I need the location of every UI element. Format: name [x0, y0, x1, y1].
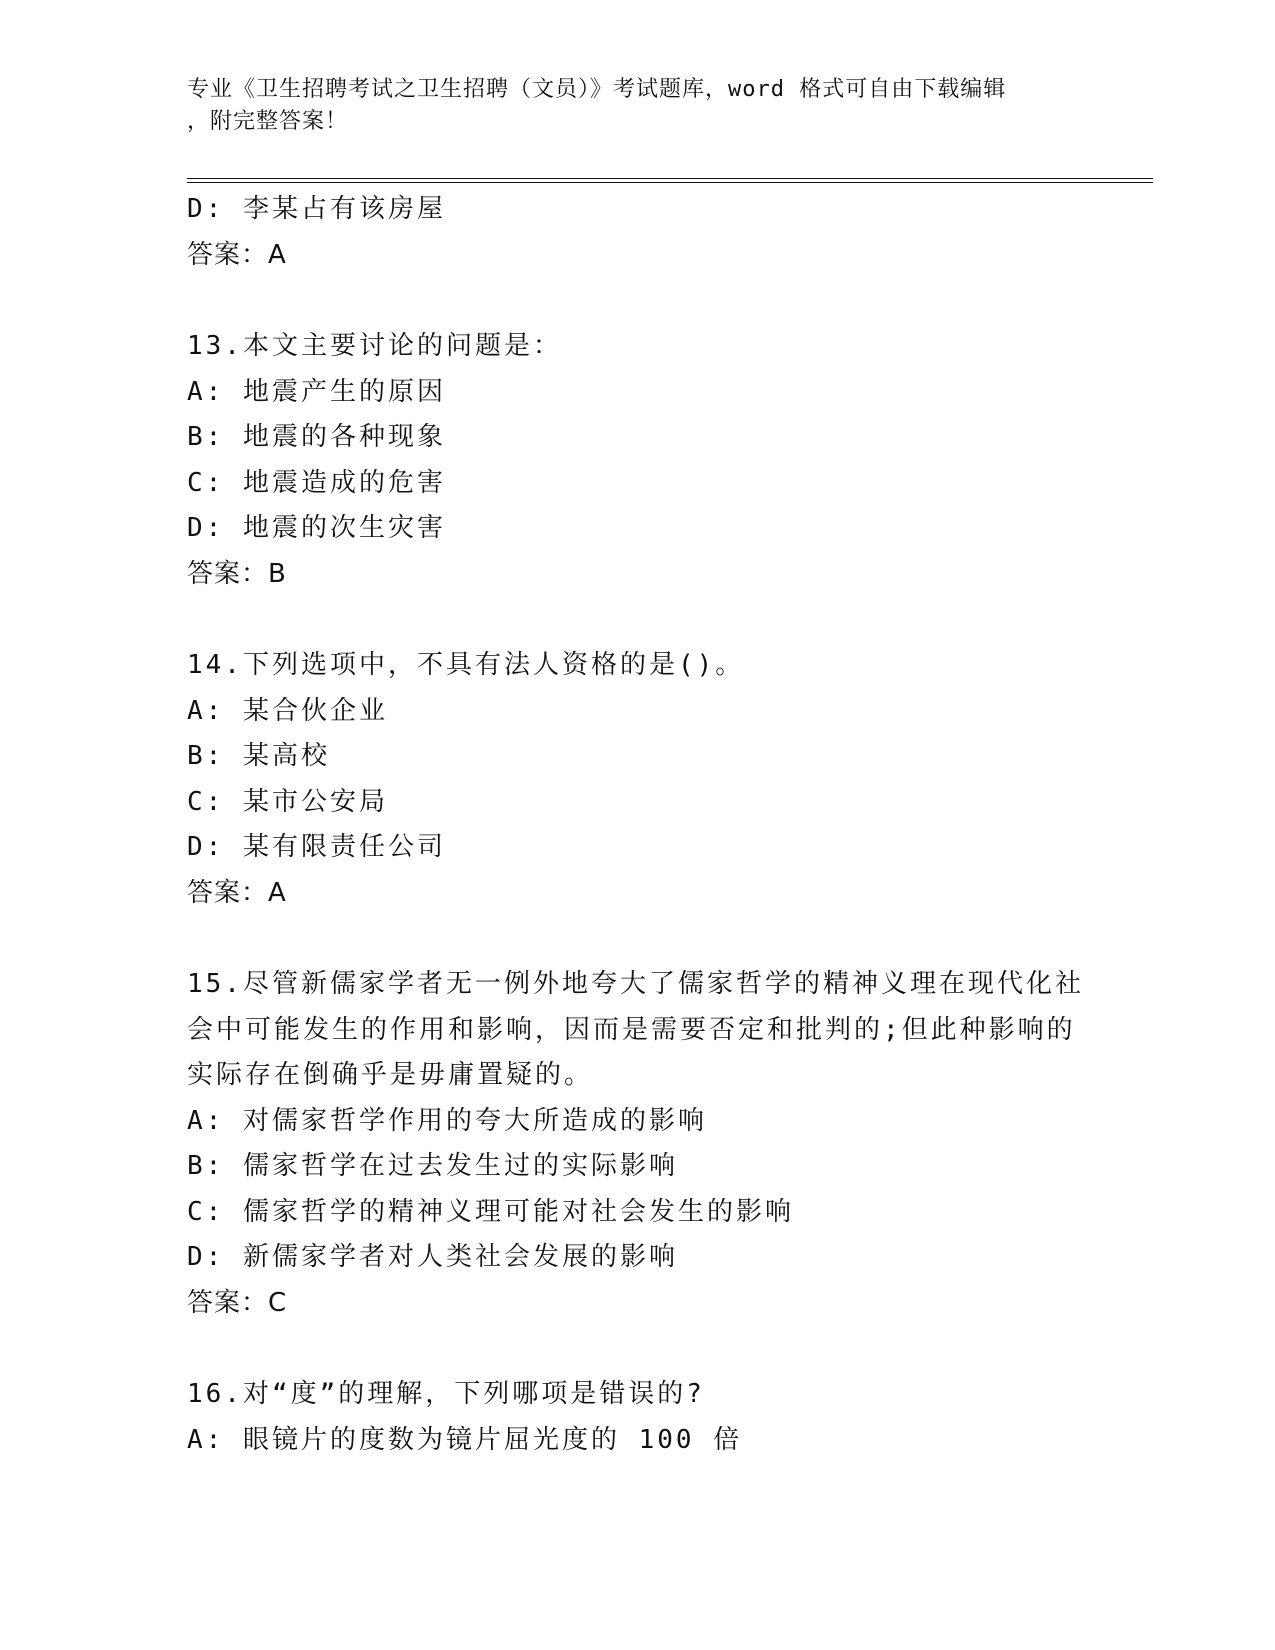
question-15 — [187, 962, 1087, 1326]
header-line-1: 专业《卫生招聘考试之卫生招聘（文员）》考试题库，word 格式可自由下载编辑 — [187, 77, 1007, 102]
question-16 — [187, 1372, 1087, 1463]
option-a: A: 某合伙企业 — [187, 695, 388, 726]
question-stem: 14.下列选项中，不具有法人资格的是()。 — [187, 650, 745, 680]
option-d: D: 某有限责任公司 — [187, 832, 446, 862]
question-stem-line-1: 15.尽管新儒家学者无一例外地夸大了儒家哲学的精神义理在现代化社 — [187, 969, 1084, 999]
answer-line: 答案：A — [187, 877, 287, 908]
answer-line: 答案：A — [187, 239, 287, 270]
option-a: A: 眼镜片的度数为镜片屈光度的 100 倍 — [187, 1424, 743, 1455]
option-b: B: 儒家哲学在过去发生过的实际影响 — [187, 1151, 678, 1181]
option-a: A: 地震产生的原因 — [187, 376, 446, 407]
answer-line: 答案：C — [187, 1287, 288, 1318]
question-stem: 13.本文主要讨论的问题是： — [187, 331, 562, 361]
spacer — [187, 1326, 1087, 1372]
question-13 — [187, 324, 1087, 597]
option-c: C: 地震造成的危害 — [187, 467, 446, 498]
page-header — [187, 74, 1067, 138]
option-b: B: 地震的各种现象 — [187, 422, 446, 452]
question-block-12-tail — [187, 187, 1087, 278]
question-14 — [187, 643, 1087, 916]
option-b: B: 某高校 — [187, 741, 330, 771]
header-line-2: ，附完整答案！ — [187, 109, 349, 134]
answer-line: 答案：B — [187, 558, 287, 589]
spacer — [187, 278, 1087, 324]
question-list — [187, 187, 1087, 1463]
option-c: C: 儒家哲学的精神义理可能对社会发生的影响 — [187, 1196, 794, 1227]
option-d: D: 李某占有该房屋 — [187, 194, 446, 224]
question-stem-line-3: 实际存在倒确乎是毋庸置疑的。 — [187, 1060, 594, 1090]
header-divider-bottom — [187, 182, 1153, 183]
option-d: D: 地震的次生灾害 — [187, 513, 446, 543]
header-divider-top — [187, 178, 1153, 179]
option-a: A: 对儒家哲学作用的夸大所造成的影响 — [187, 1105, 707, 1136]
option-d: D: 新儒家学者对人类社会发展的影响 — [187, 1242, 678, 1272]
question-stem: 16.对“度”的理解，下列哪项是错误的? — [187, 1379, 705, 1409]
option-c: C: 某市公安局 — [187, 786, 388, 817]
spacer — [187, 597, 1087, 643]
question-stem-line-2: 会中可能发生的作用和影响，因而是需要否定和批判的;但此种影响的 — [187, 1014, 1076, 1045]
spacer — [187, 916, 1087, 962]
